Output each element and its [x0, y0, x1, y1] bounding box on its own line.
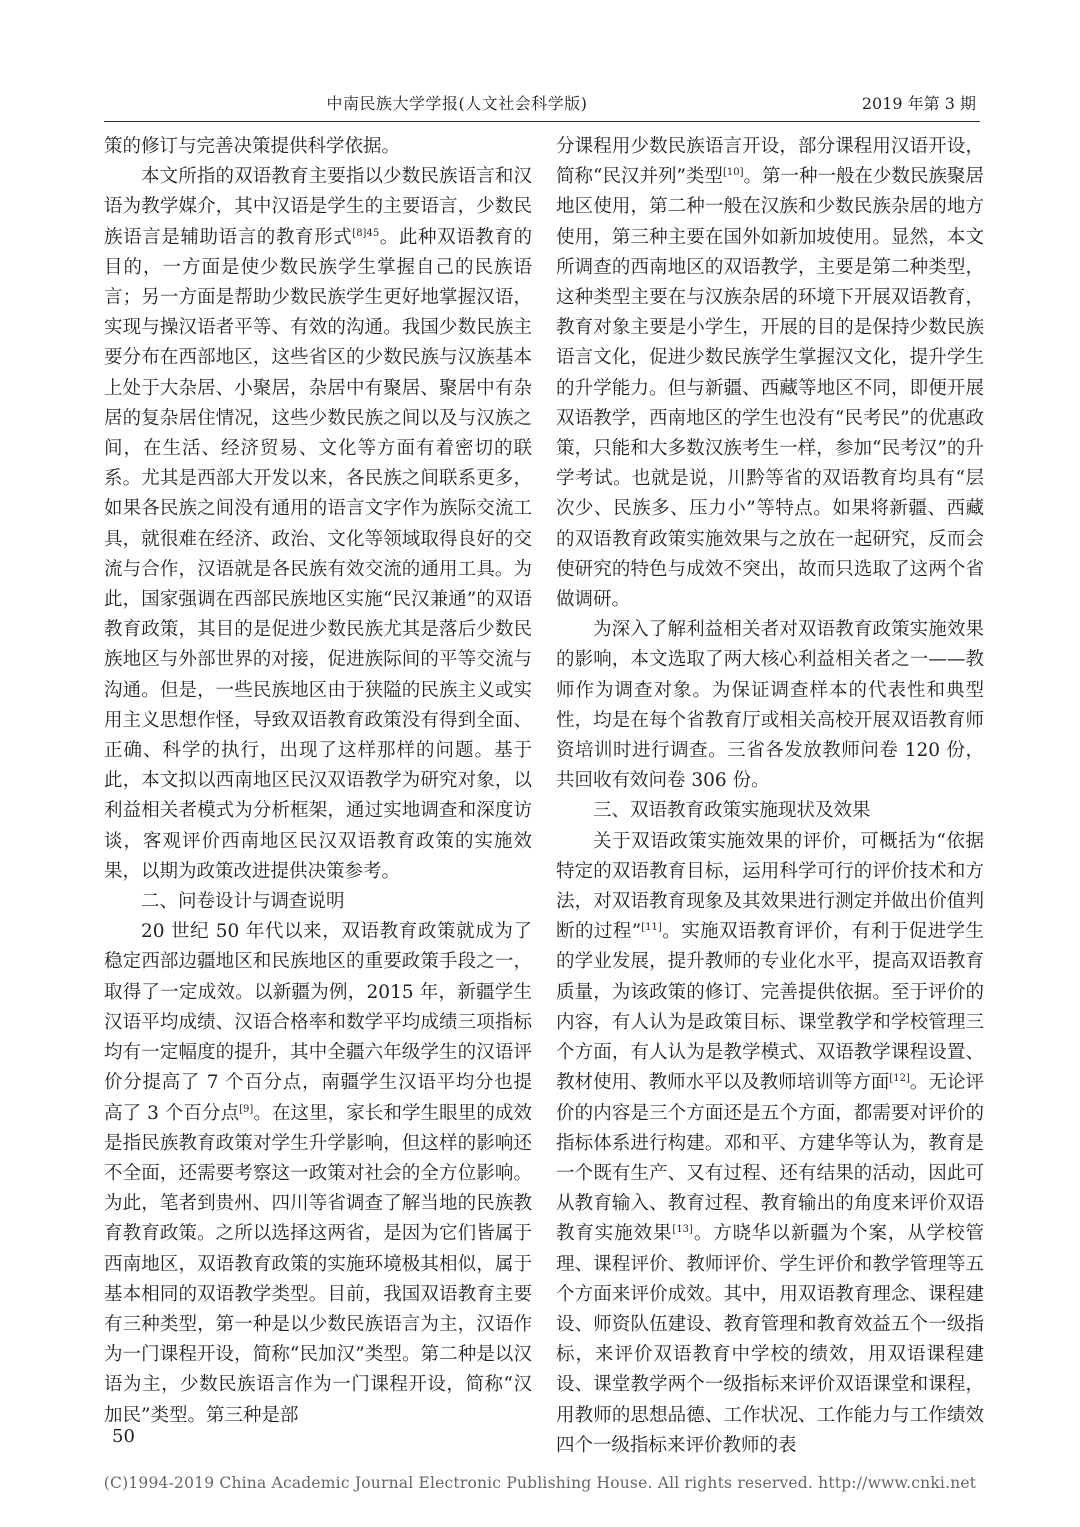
paragraph: 分课程用少数民族语言开设，部分课程用汉语开设，简称“民汉并列”类型[10]。第一种一般在少数民族聚居地区使用，第二种一般在汉族和少数民族杂居的地方使用，第三种主要在国外如新加坡使用。显然，本文所调查的西南地区的双语教学，主要是第二种类型，这种类型主要在与汉族杂居的环境下开展双语教育，教育对象主要是小学生，开展的目的是保持少数民族语言文化，促进少数民族学生掌握汉文化，提升学生的升学能力。但与新疆、西藏等地区不同，即便开展双语教学，西南地区的学生也没有“民考民”的优惠政策，只能和大多数汉族考生一样，参加“民考汉”的升学考试。也就是说，川黔等省的双语教育均具有“层次少、民族多、压力小”等特点。如果将新疆、西藏的双语教育政策实施效果与之放在一起研究，反而会使研究的特色与成效不突出，故而只选取了这两个省做调研。 — [556, 136, 984, 611]
left-column — [104, 132, 532, 1431]
citation: [12] — [889, 1073, 910, 1085]
right-column — [556, 132, 984, 1461]
citation: [8]45 — [352, 227, 380, 239]
paragraph: 策的修订与完善决策提供科学依据。 — [104, 136, 401, 157]
page-number: 50 — [112, 1426, 135, 1447]
issue-label: 2019 年第 3 期 — [861, 94, 976, 113]
journal-title: 中南民族大学学报(人文社会科学版) — [326, 94, 588, 113]
citation: [11] — [641, 922, 662, 934]
citation: [9] — [239, 1103, 254, 1115]
running-header — [104, 87, 980, 122]
paragraph: 关于双语政策实施效果的评价，可概括为“依据特定的双语教育目标，运用科学可行的评价技术和方法，对双语教育现象及其效果进行测定并做出价值判断的过程”[11]。实施双语教育评价，有利于促进学生的学业发展，提升教师的专业化水平，提高双语教育质量，为该政策的修订、完善提供依据。至于评价的内容，有人认为是政策目标、课堂教学和学校管理三个方面，有人认为是教学模式、双语教学课程设置、教材使用、教师水平以及教师培训等方面[12]。无论评价的内容是三个方面还是五个方面，都需要对评价的指标体系进行构建。邓和平、方建华等认为，教育是一个既有生产、又有过程、还有结果的活动，因此可从教育输入、教育过程、教育输出的角度来评价双语教育实施效果[13]。方晓华以新疆为个案，从学校管理、课程评价、教师评价、学生评价和教学管理等五个方面来评价成效。其中，用双语教育理念、课程建设、师资队伍建设、教育管理和教育效益五个一级指标，来评价双语教育中学校的绩效，用双语课程建设、课堂教学两个一级指标来评价双语课堂和课程，用教师的思想品德、工作状况、工作能力与工作绩效四个一级指标来评价教师的表 — [556, 830, 984, 1456]
citation: [13] — [672, 1224, 693, 1236]
paragraph: 为深入了解利益相关者对双语教育政策实施效果的影响，本文选取了两大核心利益相关者之一——教师作为调查对象。为保证调查样本的代表性和典型性，均是在每个省教育厅或相关高校开展双语教育师资培训时进行调查。三省各发放教师问卷 120 份，共回收有效问卷 306 份。 — [556, 619, 984, 792]
copyright-footer: (C)1994-2019 China Academic Journal Electronic Publishing House. All rights reserved. http://www.cnki.net — [103, 1474, 977, 1492]
paragraph: 20 世纪 50 年代以来，双语教育政策就成为了稳定西部边疆地区和民族地区的重要政策手段之一，取得了一定成效。以新疆为例，2015 年，新疆学生汉语平均成绩、汉语合格率和数学平均成绩三项指标均有一定幅度的提升，其中全疆六年级学生的汉语评价分提高了 7 个百分点，南疆学生汉语平均分也提高了 3 个百分点[9]。在这里，家长和学生眼里的成效是指民族教育政策对学生升学影响，但这样的影响还不全面，还需要考察这一政策对社会的全方位影响。为此，笔者到贵州、四川等省调查了解当地的民族教育教育政策。之所以选择这两省，是因为它们皆属于西南地区，双语教育政策的实施环境极其相似，属于基本相同的双语教学类型。目前，我国双语教育主要有三种类型，第一种是以少数民族语言为主，汉语作为一门课程开设，简称“民加汉”类型。第二种是以汉语为主，少数民族语言作为一门课程开设，简称“汉加民”类型。第三种是部 — [104, 921, 532, 1426]
section-heading: 二、问卷设计与调查说明 — [141, 891, 345, 913]
section-heading: 三、双语教育政策实施现状及效果 — [593, 800, 871, 822]
citation: [10] — [722, 167, 744, 179]
paragraph: 本文所指的双语教育主要指以少数民族语言和汉语为教学媒介，其中汉语是学生的主要语言，少数民族语言是辅助语言的教育形式$^{[8]45}$。此种双语教育的目的，一方面是使少数民族学生掌握自己的民族语言；另一方面是帮助少数民族学生更好地掌握汉语，实现与操汉语者平等、有效的沟通。我国少数民族主要分布在西部地区，这些省区的少数民族与汉族基本上处于大杂居、小聚居，杂居中有聚居、聚居中有杂居的复杂居住情况，这些少数民族之间以及与汉族之间，在生活、经济贸易、文化等方面有着密切的联系。尤其是西部大开发以来，各民族之间联系更多，如果各民族之间没有通用的语言文字作为族际交流工具，就很难在经济、政治、文化等领域取得良好的交流与合作，汉语就是各民族有效交流的通用工具。为此，国家强调在西部民族地区实施“民汉兼通”的双语教育政策，其目的是促进少数民族尤其是落后少数民族地区与外部世界的对接，促进族际间的平等交流与沟通。但是，一些民族地区由于狭隘的民族主义或实用主义思想作怪，导致双语教育政策没有得到全面、正确、科学的执行，出现了这样那样的问题。基于此，本文拟以西南地区民汉双语教学为研究对象，以利益相关者模式为分析框架，通过实地调查和深度访谈，客观评价西南地区民汉双语教育政策的实施效果，以期为政策改进提供决策参考。 — [104, 166, 532, 882]
